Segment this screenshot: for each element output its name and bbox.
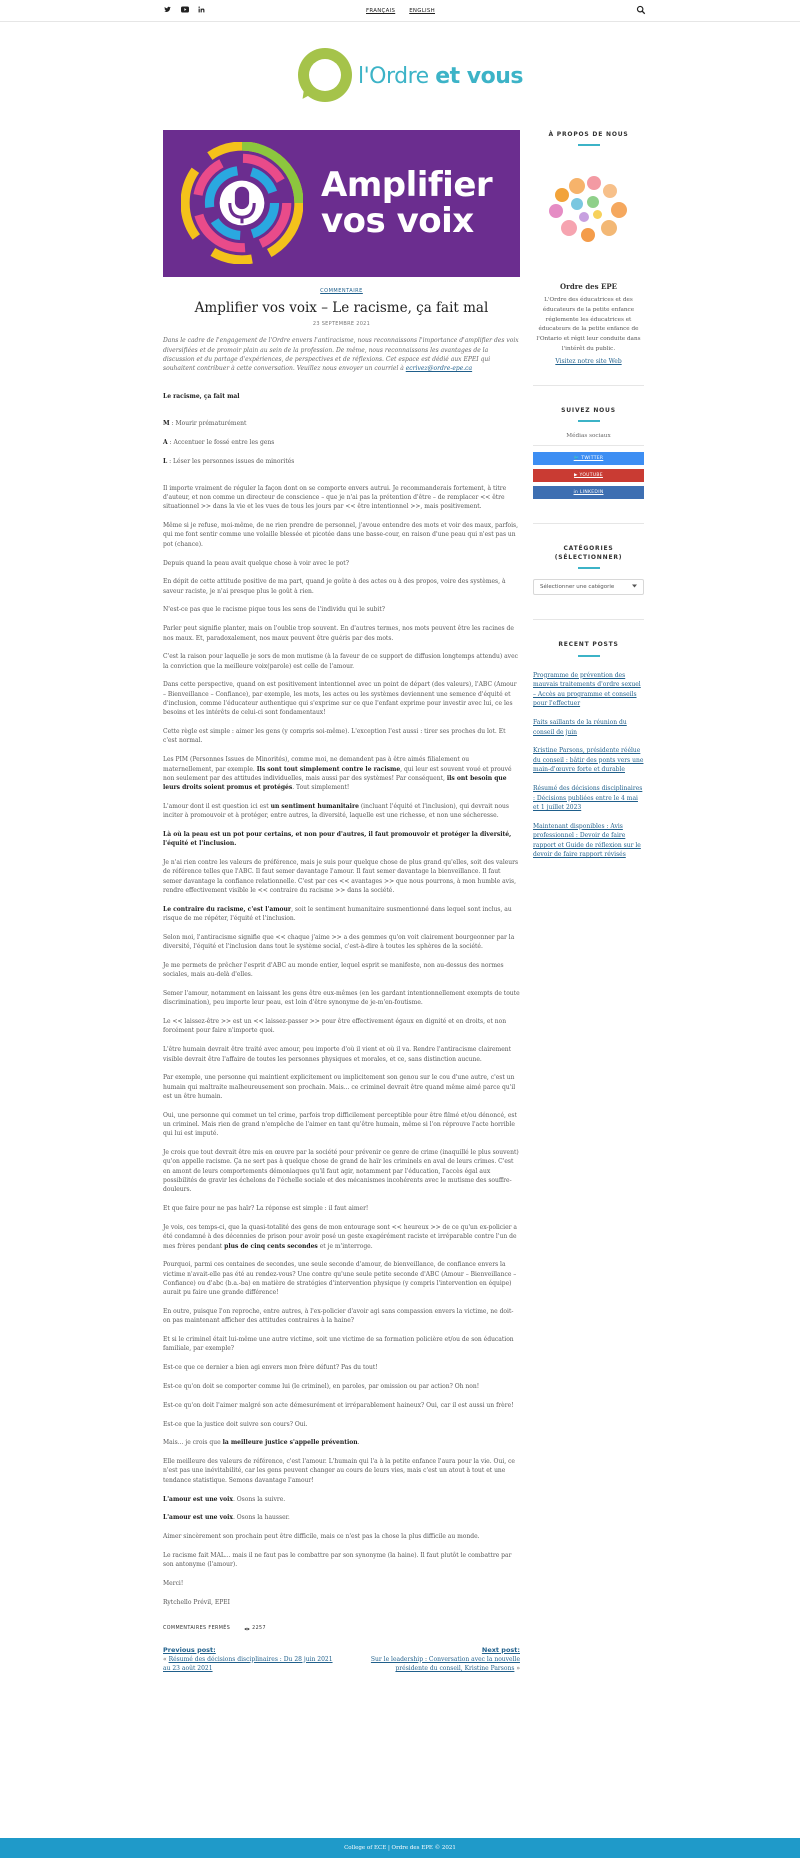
recent-post-link[interactable]: Programme de prévention des mauvais traitements d'ordre sexuel – Accès au programme et conseils pour l'effectuer (533, 671, 641, 708)
lang-francais-link[interactable]: FRANÇAIS (366, 8, 396, 14)
follow-title: SUIVEZ NOUS (561, 406, 616, 414)
category-select-value: Sélectionner une catégorie (540, 584, 615, 591)
email-link[interactable]: ecrivez@ordre-epe.ca (405, 365, 473, 373)
post-paragraph: Le << laissez-être >> est un << laissez-passer >> pour être effectivement égaux en dignité et en droits, et non forcément pour faire n'importe quoi. (163, 1018, 507, 1035)
post-paragraph: A : Accentuer le fossé entre les gens (163, 438, 275, 446)
recent-posts-title: RECENT POSTS (558, 641, 619, 649)
linkedin-icon[interactable] (197, 6, 206, 17)
logo-text: l'Ordre et vous (358, 64, 524, 89)
category-link[interactable]: COMMENTAIRE (320, 288, 363, 294)
post-paragraph: Et si le criminel était lui-même une autre victime, soit une victime de sa formation policière et/ou de son éducation familiale, par exemple? (163, 1336, 514, 1353)
title-underline (578, 567, 600, 569)
post-paragraph: Il importe vraiment de réguler la façon dont on se comporte envers autrui. Je recommanderais fortement, à titre d'auteur, et non comme un directeur de conscience – que je n'ai pas la prétention d'être – de remplacer << être situationnel >> dans la vie et les vues de tous les jours par << être intentionnel >>, mais positivement. (163, 484, 507, 511)
post-paragraph: Merci! (163, 1580, 184, 1588)
view-count-value: 2257 (252, 1626, 266, 1632)
post-title: Amplifier vos voix – Le racisme, ça fait mal (194, 299, 489, 316)
post-paragraph: L : Léser les personnes issues de minorités (163, 457, 295, 465)
categories-title: CATÉGORIES (SÉLECTIONNER) (554, 544, 623, 561)
microphone-rings-icon (181, 142, 303, 264)
divider (533, 385, 644, 386)
org-description: L'Ordre des éducatrices et des éducateurs de la petite enfance réglemente les éducatrices et éducateurs de la petite enfance de l'Ontario et régit leur conduite dans l'intérêt du public. (536, 297, 641, 352)
post-paragraph: Par exemple, une personne qui maintient explicitement ou implicitement son genou sur le cou d'une autre, c'est un humain qui maltraite malheureusement son prochain. Mais... ce criminel devrait être quand même aimé parce qu'il est un être humain. (163, 1074, 516, 1100)
post-paragraph: L'amour est une voix. Osons la suivre. (163, 1495, 286, 1503)
top-social-links (163, 6, 206, 17)
recent-post-link[interactable]: Kristine Parsons, présidente réélue du conseil : bâtir des ponts vers une main-d'œuvre forte et durable (533, 747, 644, 774)
post-paragraph: Le racisme, ça fait mal (163, 392, 240, 400)
post-paragraph: Je n'ai rien contre les valeurs de préférence, mais je suis pour quelque chose de plus grand qu'elles, soit des valeurs de référence telles que l'ABC. Il faut semer davantage l'amour. Il faut semer davantage la bienveillance. Il faut semer davantage la confiance relationnelle. C'est par ces << avantages >> que nous pourrons, à mon humble avis, rendre effectivement visible le << contraire du racisme >> dans la société. (163, 859, 519, 894)
top-bar (0, 0, 800, 22)
post-paragraph: Je vois, ces temps-ci, que la quasi-totalité des gens de mon entourage sont << heureux >> de ce qu'un ex-policier a été condamné à des décennies de prison pour avoir posé un geste exagérément raciste et irréparable contre l'un de mes frères pendant plus de cinq cents secondes et je m'interroge. (163, 1223, 517, 1250)
previous-post-link[interactable]: Résumé des décisions disciplinaires : Du 28 juin 2021 au 23 août 2021 (163, 1655, 333, 1672)
org-name: Ordre des EPE (560, 282, 617, 292)
next-post-link[interactable]: Sur le leadership : Conversation avec la nouvelle présidente du conseil, Kristine Parsons (370, 1655, 520, 1672)
visit-website-link[interactable]: Visitez notre site Web (555, 358, 622, 366)
post-paragraph: L'être humain devrait être traité avec amour, peu importe d'où il vient et où il va. Rendre l'antiracisme clairement visible devrait être l'affaire de toutes les personnes physiques et morales, et ce, sans distinction aucune. (163, 1046, 512, 1063)
post-paragraph: Est-ce que la justice doit suivre son cours? Oui. (163, 1420, 308, 1428)
linkedin-button[interactable]: in LINKEDIN (533, 486, 644, 499)
recent-posts-list (533, 671, 644, 861)
post-body (163, 392, 520, 1608)
post-paragraph: N'est-ce pas que le racisme pique tous les sens de l'individu qui le subit? (163, 606, 385, 614)
post-paragraph: Le racisme fait MAL... mais il ne faut pas le combattre par son synonyme (la haine). Il faut plutôt le combattre par son antonyme (l'amour). (163, 1551, 512, 1569)
site-logo[interactable] (298, 48, 524, 102)
eye-icon (244, 1627, 250, 1631)
post-paragraph: Parler peut signifie planter, mais on l'oublie trop souvent. En d'autres termes, nos mots peuvent être les racines de nos maux. Et, paradoxalement, nos maux peuvent être guéris par des mots. (163, 625, 514, 642)
post-date: 23 SEPTEMBRE 2021 (312, 320, 371, 327)
youtube-icon[interactable] (180, 6, 189, 17)
twitter-icon[interactable] (163, 6, 172, 17)
view-count (244, 1625, 266, 1632)
post-paragraph: Oui, une personne qui commet un tel crime, parfois trop difficilement perceptible pour être filmé et/ou dénoncé, est un criminel. Mais rien de grand n'empêche de l'aimer en tant qu'être humain, même si l'on réprouve l'acte horrible qui lui est imputé. (163, 1111, 517, 1138)
post-navigation (163, 1645, 520, 1674)
post-paragraph: Je crois que tout devrait être mis en œuvre par la société pour prévenir ce genre de crime (inaquillé le plus souvent) qu'on appelle racisme. Ça ne sert pas à quelque chose de grand de haïr les criminels en aval de leurs crimes. C'est en amont de leurs comportements démoniaques qu'il faut agir, notamment par l'éducation, l'accès égal aux possibilités de gravir les échelons de l'échelle sociale et des mécanismes incohérents avec le mutisme des souffre-douleurs. (163, 1149, 519, 1194)
post-paragraph: Pourquoi, parmi ces centaines de secondes, une seule seconde d'amour, de bienveillance, de confiance envers la victime n'avait-elle pas été au rendez-vous? Une contre qu'une seule petite seconde d'ABC (Amour – Bienveillance – Confiance) ou d'abc (b.a.-ba) en matière de stratégies d'intervention physique (y compris l'intervention en équipe) aurait pu faire une grande différence! (163, 1261, 517, 1297)
chevron-down-icon (632, 583, 637, 592)
post-paragraph: Selon moi, l'antiracisme signifie que << chaque j'aime >> a des gemmes qu'on voit clairement bourgeonner par la diversité, l'équité et l'inclusion dans tout le système social, c'est-à-dire à toutes les sphères de la société. (163, 933, 515, 951)
post-paragraph: C'est la raison pour laquelle je sors de mon mutisme (à la faveur de ce support de diffusion longtemps attendu) avec la conviction que la meilleure voix(parole) est celle de l'amour. (163, 653, 518, 670)
previous-post-label: Previous post: (163, 1645, 216, 1654)
hero-title: Amplifier vos voix (321, 165, 493, 241)
main-content (163, 130, 520, 1673)
social-media-label: Médias sociaux (566, 432, 611, 439)
next-post: Next post: Sur le leadership : Conversation avec la nouvelle présidente du conseil, Kristine Parsons » (350, 1645, 520, 1674)
recent-post-link[interactable]: Faits saillants de la réunion du conseil de juin (533, 718, 627, 736)
post-paragraph: Semer l'amour, notamment en laissant les gens être eux-mêmes (en les gardant intentionnellement exempts de toute discrimination), peu importe leur peau, est loin d'être synonyme de je-m'en-foutisme. (163, 990, 520, 1007)
divider (533, 523, 644, 524)
youtube-button[interactable]: ▶ YOUTUBE (533, 469, 644, 482)
sidebar (533, 130, 644, 869)
title-underline (578, 655, 600, 657)
post-paragraph: Cette règle est simple : aimer les gens (y compris soi-même). L'exception l'est aussi : tirer ses proches du lot. Et c'est normal. (163, 728, 506, 745)
post-paragraph: Et que faire pour ne pas haïr? La réponse est simple : il faut aimer! (163, 1205, 369, 1213)
post-paragraph: L'amour est une voix. Osons la hausser. (163, 1514, 290, 1522)
post-paragraph: Même si je refuse, moi-même, de ne rien prendre de personnel, j'avoue entendre des mots et voir des maux, parfois, qui me font sentir comme une volaille blessée et picotée dans une basse-cour, en raison d'une peau qui n'est pas un pot (chance). (163, 522, 519, 548)
recent-post-link[interactable]: Résumé des décisions disciplinaires : Décisions publiées entre le 4 mai et 1 juillet 2023 (533, 784, 643, 812)
post-paragraph: L'amour dont il est question ici est un sentiment humanitaire (incluant l'équité et l'inclusion), qui devrait nous inciter à promouvoir et à protéger, entre autres, la diversité, laquelle est une richesse, et non une sécheresse. (163, 802, 509, 820)
post-paragraph: Depuis quand la peau avait quelque chose à voir avec le pot? (163, 559, 349, 567)
twitter-button[interactable]: 🐦 TWITTER (533, 452, 644, 465)
search-icon[interactable] (636, 5, 646, 15)
hero-image (163, 130, 520, 277)
divider (533, 619, 644, 620)
category-select[interactable] (533, 579, 644, 595)
post-intro: Dans le cadre de l'engagement de l'Ordre envers l'antiracisme, nous reconnaissons l'importance d'amplifier des voix diversifiées et de promoir plain au sein de la profession. De même, nous reconnaissons les avantages de la discussion et du partage d'expériences, de perspectives et de réflexions. Cet espace est dédié aux EPEI qui souhaitent contribuer à cette conversation. Veuillez nous envoyer un courriel à ecrivez@ordre-epe.ca (163, 337, 519, 373)
next-post-label: Next post: (481, 1645, 520, 1654)
comments-closed-label: COMMENTAIRES FERMÉS (163, 1626, 231, 1632)
post-paragraph: Le contraire du racisme, c'est l'amour, soit le sentiment humanitaire susmentionné dans lequel sont inclus, au risque de me répéter, l'équité et l'inclusion. (163, 905, 512, 923)
previous-post: Previous post: « Résumé des décisions disciplinaires : Du 28 juin 2021 au 23 août 2021 (163, 1645, 333, 1672)
post-paragraph: Est-ce qu'on doit se comporter comme lui (le criminel), en paroles, par omission ou par action? Oh non! (163, 1382, 480, 1390)
recent-post-link[interactable]: Maintenant disponibles : Avis professionnel : Devoir de faire rapport et Guide de réflexion sur le devoir de faire rapport révisés (533, 822, 641, 859)
footer-text: College of ECE | Ordre des EPE © 2021 (344, 1845, 456, 1851)
site-footer (0, 1838, 800, 1858)
post-paragraph: Est-ce que ce dernier a bien agi envers mon frère défunt? Pas du tout! (163, 1364, 378, 1372)
post-paragraph: Mais... je crois que la meilleure justice s'appelle prévention. (163, 1439, 360, 1447)
post-paragraph: M : Mourir prématurément (163, 419, 247, 427)
title-underline (578, 420, 600, 422)
post-paragraph: Là où la peau est un pot pour certains, et non pour d'autres, il faut promouvoir et protéger la diversité, l'équité et l'inclusion. (163, 831, 512, 848)
post-paragraph: Les PIM (Personnes Issues de Minorités), comme moi, ne demandent pas à être aimés filialement ou maternellement, par exemple. Ils sont tout simplement contre le racisme, qui leur est souvent voué et prouvé non seulement par des attitudes individuelles, mais aussi par des systèmes! Par conséquent, ils ont besoin que leurs droits soient promus et protégés. Tout simplement! (163, 756, 512, 792)
title-underline (578, 144, 600, 146)
divider (533, 445, 644, 446)
about-title: À PROPOS DE NOUS (548, 131, 629, 138)
post-paragraph: En dépit de cette attitude positive de ma part, quand je goûte à des actes ou à des propos, voire des systèmes, à saveur raciste, je n'ai presque plus le goût à rien. (163, 578, 506, 595)
post-paragraph: Je me permets de prêcher l'esprit d'ABC au monde entier, lequel esprit se manifeste, non au-dessus des normes sociales, mais au-delà d'elles. (163, 961, 504, 979)
post-paragraph: Est-ce qu'on doit l'aimer malgré son acte démesurément et irréparablement haineux? Oui, car il est aussi un frère! (163, 1401, 514, 1409)
post-meta-row (163, 1625, 520, 1632)
post-paragraph: Dans cette perspective, quand on est positivement intentionnel avec un point de départ (des valeurs), l'ABC (Amour – Bienveillance – Confiance), par exemple, les mots, les actes ou les systèmes deviennent une semence d'équité et d'inclusion, comme l'éducateur authentique qui s'exprime sur ce que l'enfant exprime pour investir avec lui, ce les besoins et les intérêts de celui-ci sont fondamentaux! (163, 681, 517, 717)
lang-english-link[interactable]: ENGLISH (409, 8, 436, 14)
post-paragraph: En outre, puisque l'on reproche, entre autres, à l'ex-policier d'avoir agi sans compassion envers la victime, ne doit-on pas maintenant afficher des attitudes contraires à la haine? (163, 1308, 514, 1325)
language-switcher (366, 7, 435, 15)
post-paragraph: Elle meilleure des valeurs de référence, c'est l'amour. L'humain qui l'a à la petite enfance l'aura pour la vie. Oui, ce n'est pas une inévitabilité, car les gens peuvent changer au cours de leurs vies, mais c'est un atout à tout et une tendance statistique. Semons davantage l'amour! (163, 1458, 515, 1484)
post-paragraph: Rytchello Prévil, EPEI (163, 1598, 231, 1606)
org-logo-bubbles (549, 176, 629, 246)
post-category (163, 288, 520, 296)
post-paragraph: Aimer sincèrement son prochain peut être difficile, mais ce n'est pas la chose la plus difficile au monde. (163, 1533, 480, 1541)
